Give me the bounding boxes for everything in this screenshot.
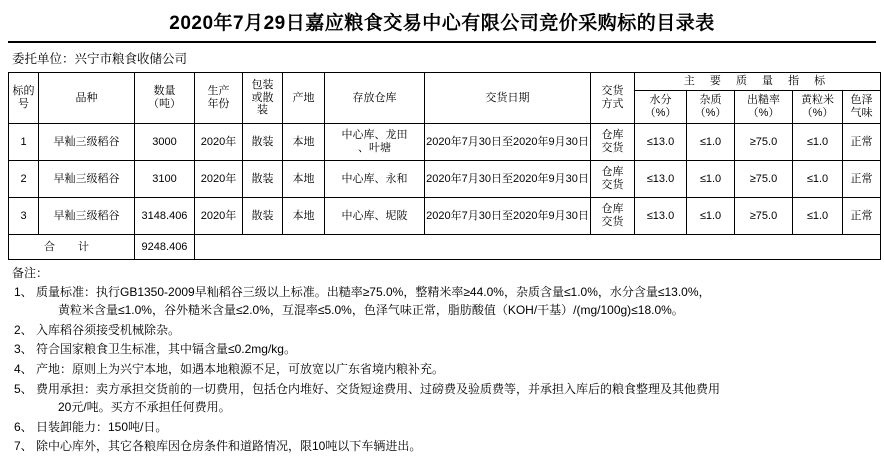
- header-warehouse: 存放仓库: [325, 73, 425, 124]
- note-text: 日装卸能力：150吨/日。: [36, 419, 168, 434]
- note-text-cont: 20元/吨。买方不承担任何费用。: [58, 400, 231, 415]
- cell-delivery-date: 2020年7月30日至2020年9月30日: [425, 124, 591, 161]
- total-label: 合 计: [9, 235, 135, 260]
- header-delivery-mode-l2: 方式: [601, 98, 624, 110]
- note-text: 质量标准：执行GB1350-2009早籼稻谷三级以上标准。出糙率≥75.0%，整精米率≥44.0%，杂质含量≤1.0%，水分含量≤13.0%，: [36, 284, 711, 299]
- cell-impurity: ≤1.0: [687, 198, 735, 235]
- cell-warehouse: [325, 124, 425, 161]
- header-quantity: [135, 73, 195, 124]
- cell-delivery-date: 2020年7月30日至2020年9月30日: [425, 198, 591, 235]
- header-color-odor: [843, 91, 881, 124]
- cell-quantity: 3000: [135, 124, 195, 161]
- list-item: [14, 360, 876, 379]
- note-text: 费用承担：卖方承担交货前的一切费用，包括仓内堆好、交货短途费用、过磅费及验质费等，并承担入库后的粮食整理及其他费用: [36, 381, 721, 396]
- cell-delivery-mode: [591, 161, 635, 198]
- cell-impurity: ≤1.0: [687, 161, 735, 198]
- cell-delivery-mode-l2: 交货: [601, 216, 624, 228]
- procurement-table: [8, 72, 881, 260]
- cell-delivery-mode-l1: 仓库: [601, 129, 624, 142]
- header-color-l1: 色泽: [850, 94, 873, 107]
- cell-origin: 本地: [283, 161, 325, 198]
- cell-variety: 早籼三级稻谷: [39, 161, 135, 198]
- header-packing-l2: 或散: [251, 91, 274, 104]
- table-row: [9, 161, 881, 198]
- notes-list: [10, 283, 876, 456]
- header-origin: 产地: [283, 73, 325, 124]
- header-brown-rice-rate: [735, 91, 793, 124]
- cell-packing: 散装: [243, 124, 283, 161]
- cell-delivery-mode: [591, 124, 635, 161]
- note-index: 2、: [14, 322, 33, 337]
- header-packing: [243, 73, 283, 124]
- header-quality-group: 主 要 质 量 指 标: [635, 73, 881, 91]
- cell-delivery-mode-l1: 仓库: [601, 166, 624, 179]
- header-moisture-l1: 水分: [649, 94, 672, 107]
- cell-yellow-rice: ≤1.0: [793, 124, 843, 161]
- total-empty: [195, 235, 881, 260]
- header-brown-rice-l1: 出糙率: [747, 94, 780, 107]
- header-yellow-rice: [793, 91, 843, 124]
- page-title: 2020年7月29日嘉应粮食交易中心有限公司竞价采购标的目录表: [8, 0, 876, 43]
- note-index: 6、: [14, 419, 33, 434]
- cell-origin: 本地: [283, 124, 325, 161]
- header-variety: 品种: [39, 73, 135, 124]
- note-index: 5、: [14, 381, 33, 396]
- cell-variety: 早籼三级稻谷: [39, 198, 135, 235]
- list-item: [14, 283, 876, 320]
- header-delivery-date: 交货日期: [425, 73, 591, 124]
- cell-moisture: ≤13.0: [635, 161, 687, 198]
- list-item: [14, 340, 876, 359]
- note-index: 3、: [14, 342, 33, 357]
- cell-origin: 本地: [283, 198, 325, 235]
- cell-color-odor: 正常: [843, 198, 881, 235]
- cell-index: 3: [9, 198, 39, 235]
- table-row: [9, 124, 881, 161]
- cell-quantity: 3148.406: [135, 198, 195, 235]
- list-item: [14, 321, 876, 340]
- cell-delivery-date: 2020年7月30日至2020年9月30日: [425, 161, 591, 198]
- cell-packing: 散装: [243, 161, 283, 198]
- header-color-l2: 气味: [850, 107, 873, 120]
- header-production-year-l1: 生产: [207, 85, 230, 98]
- cell-production-year: 2020年: [195, 124, 243, 161]
- header-index: [9, 73, 39, 124]
- header-moisture-l2: （%）: [644, 107, 677, 120]
- list-item: [14, 418, 876, 437]
- cell-moisture: ≤13.0: [635, 198, 687, 235]
- note-text-cont: 黄粒米含量≤1.0%，谷外糙米含量≤2.0%，互混率≤5.0%，色泽气味正常，脂肪酸值（KOH/干基）/(mg/100g)≤18.0%。: [58, 303, 684, 318]
- cell-warehouse: [325, 161, 425, 198]
- cell-warehouse: [325, 198, 425, 235]
- note-index: 4、: [14, 361, 33, 376]
- table-row: [9, 198, 881, 235]
- note-index: 7、: [14, 439, 33, 454]
- header-delivery-mode-l1: 交货: [601, 85, 624, 98]
- cell-brown-rice-rate: ≥75.0: [735, 161, 793, 198]
- cell-warehouse-l2: 、叶塘: [358, 142, 391, 154]
- header-delivery-mode: [591, 73, 635, 124]
- note-text: 符合国家粮食卫生标准，其中镉含量≤0.2mg/kg。: [36, 342, 296, 357]
- header-packing-l3: 装: [257, 104, 268, 117]
- table-header-row-1: [9, 73, 881, 91]
- cell-delivery-mode-l2: 交货: [601, 179, 624, 191]
- entrust-unit-label: 委托单位：兴宁市粮食收储公司: [12, 52, 188, 66]
- cell-index: 2: [9, 161, 39, 198]
- note-text: 除中心库外，其它各粮库因仓房条件和道路情况，限10吨以下车辆进出。: [36, 439, 422, 454]
- note-text: 入库稻谷须接受机械除杂。: [36, 322, 181, 337]
- header-quantity-l2: （吨）: [148, 98, 181, 110]
- header-production-year: [195, 73, 243, 124]
- cell-delivery-mode: [591, 198, 635, 235]
- header-moisture: [635, 91, 687, 124]
- cell-delivery-mode-l2: 交货: [601, 142, 624, 154]
- cell-color-odor: 正常: [843, 161, 881, 198]
- cell-production-year: 2020年: [195, 198, 243, 235]
- cell-impurity: ≤1.0: [687, 124, 735, 161]
- header-quantity-l1: 数量: [153, 85, 176, 98]
- header-packing-l1: 包装: [251, 79, 274, 92]
- cell-warehouse-l1: 中心库、龙田: [341, 129, 408, 142]
- table-total-row: [9, 235, 881, 260]
- header-impurity-l2: （%）: [694, 107, 727, 120]
- header-brown-rice-l2: （%）: [747, 107, 780, 120]
- cell-brown-rice-rate: ≥75.0: [735, 198, 793, 235]
- cell-yellow-rice: ≤1.0: [793, 198, 843, 235]
- header-production-year-l2: 年份: [207, 98, 230, 110]
- cell-moisture: ≤13.0: [635, 124, 687, 161]
- header-impurity: [687, 91, 735, 124]
- cell-delivery-mode-l1: 仓库: [601, 203, 624, 216]
- cell-brown-rice-rate: ≥75.0: [735, 124, 793, 161]
- note-text: 产地：原则上为兴宁本地，如遇本地粮源不足，可放宽以广东省境内粮补充。: [36, 361, 445, 376]
- header-index-text: 标的号: [12, 85, 35, 110]
- header-yellow-rice-l2: （%）: [801, 107, 834, 120]
- cell-production-year: 2020年: [195, 161, 243, 198]
- list-item: [14, 380, 876, 417]
- list-item: [14, 437, 876, 456]
- header-yellow-rice-l1: 黄粒米: [801, 94, 834, 107]
- notes-heading: 备注：: [12, 266, 49, 280]
- note-index: 1、: [14, 284, 33, 299]
- header-impurity-l1: 杂质: [699, 94, 722, 107]
- cell-color-odor: 正常: [843, 124, 881, 161]
- cell-quantity: 3100: [135, 161, 195, 198]
- notes-section: [8, 260, 876, 456]
- cell-index: 1: [9, 124, 39, 161]
- cell-packing: 散装: [243, 198, 283, 235]
- cell-variety: 早籼三级稻谷: [39, 124, 135, 161]
- cell-warehouse-l1: 中心库、坭陂: [341, 209, 408, 222]
- cell-yellow-rice: ≤1.0: [793, 161, 843, 198]
- total-value: 9248.406: [135, 235, 195, 260]
- cell-warehouse-l1: 中心库、永和: [341, 172, 408, 185]
